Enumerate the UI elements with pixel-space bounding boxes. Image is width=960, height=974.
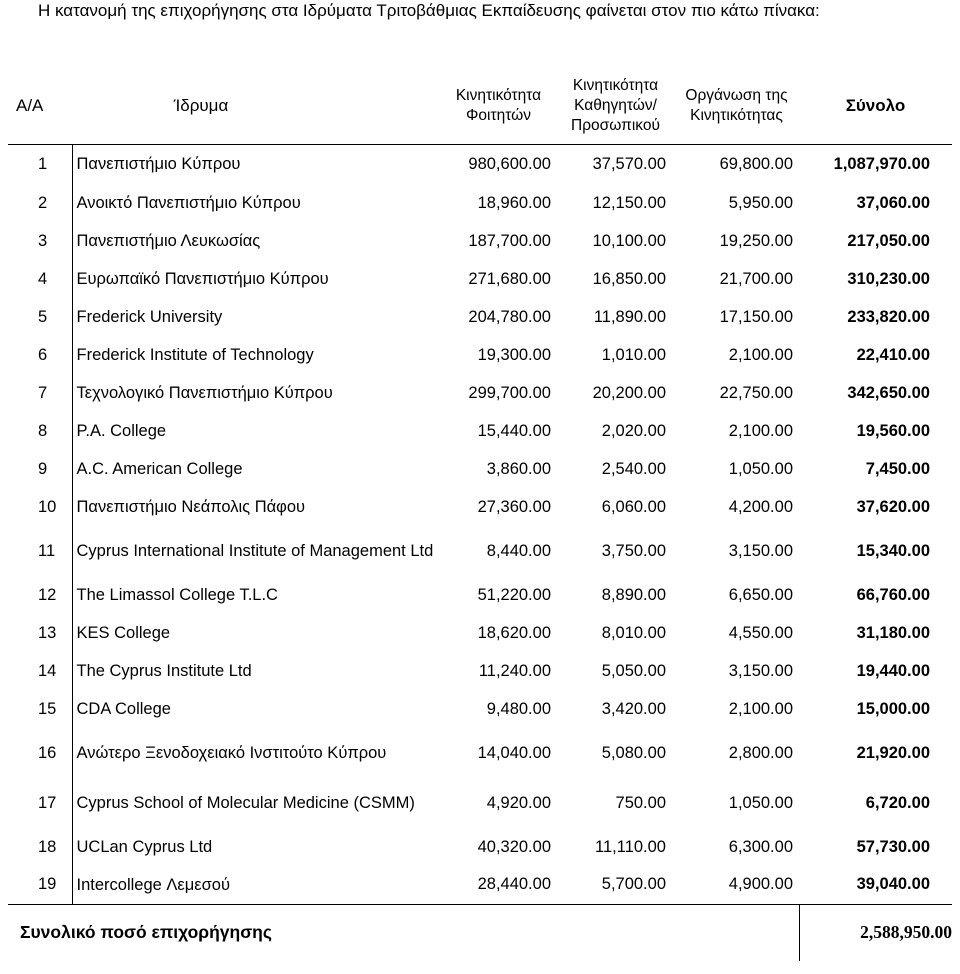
- row-total: 19,560.00: [856, 421, 930, 440]
- row-students: 15,440.00: [477, 421, 551, 440]
- row-organisation: 4,200.00: [728, 497, 793, 516]
- table-row: [8, 488, 952, 526]
- header-staff: Κινητικότητα Καθηγητών/ Προσωπικού: [557, 68, 674, 144]
- row-students: 9,480.00: [486, 699, 551, 718]
- table-row: [8, 690, 952, 728]
- row-institution: P.A. College: [72, 412, 440, 450]
- row-institution: The Cyprus Institute Ltd: [72, 652, 440, 690]
- row-number: 4: [38, 269, 48, 288]
- row-students: 204,780.00: [468, 307, 551, 326]
- row-students: 28,440.00: [477, 875, 551, 894]
- row-number: 19: [38, 875, 57, 894]
- row-staff: 16,850.00: [592, 269, 666, 288]
- row-students: 4,920.00: [486, 793, 551, 812]
- row-total: 66,760.00: [856, 585, 930, 604]
- row-number: 17: [38, 793, 57, 812]
- row-number: 10: [38, 497, 57, 516]
- row-organisation: 22,750.00: [719, 383, 793, 402]
- row-number: 8: [38, 421, 48, 440]
- row-number: 3: [38, 231, 48, 250]
- row-number: 11: [38, 541, 56, 560]
- row-total: 39,040.00: [856, 875, 930, 894]
- row-staff: 10,100.00: [592, 231, 666, 250]
- row-staff: 2,540.00: [601, 459, 666, 478]
- row-organisation: 2,100.00: [728, 699, 793, 718]
- row-total: 342,650.00: [847, 383, 930, 402]
- row-staff: 5,700.00: [601, 875, 666, 894]
- table-row: [8, 298, 952, 336]
- table-row: [8, 222, 952, 260]
- row-students: 40,320.00: [477, 837, 551, 856]
- row-students: 18,620.00: [477, 623, 551, 642]
- row-students: 19,300.00: [477, 345, 551, 364]
- row-organisation: 2,800.00: [728, 743, 793, 762]
- header-students: Κινητικότητα Φοιτητών: [440, 68, 557, 144]
- table-row: [8, 614, 952, 652]
- header-total: Σύνολο: [799, 68, 952, 144]
- row-institution: Intercollege Λεμεσού: [72, 866, 440, 904]
- row-students: 980,600.00: [468, 154, 551, 173]
- row-staff: 12,150.00: [592, 193, 666, 212]
- grants-table: [8, 68, 952, 961]
- row-institution: Cyprus International Institute of Management Ltd: [72, 526, 440, 576]
- row-total: 233,820.00: [847, 307, 930, 326]
- table-row: [8, 828, 952, 866]
- row-institution: CDA College: [72, 690, 440, 728]
- row-total: 22,410.00: [856, 345, 930, 364]
- row-organisation: 6,300.00: [728, 837, 793, 856]
- row-students: 299,700.00: [468, 383, 551, 402]
- table-row: [8, 866, 952, 904]
- row-institution: UCLan Cyprus Ltd: [72, 828, 440, 866]
- row-staff: 3,420.00: [601, 699, 666, 718]
- row-total: 6,720.00: [865, 793, 930, 812]
- row-staff: 3,750.00: [601, 541, 666, 560]
- row-total: 217,050.00: [847, 231, 930, 250]
- row-number: 2: [38, 193, 48, 212]
- table-row: [8, 374, 952, 412]
- table-row: [8, 450, 952, 488]
- header-institution: Ίδρυμα: [72, 68, 440, 144]
- row-number: 13: [38, 623, 57, 642]
- row-number: 12: [38, 585, 57, 604]
- row-staff: 1,010.00: [601, 345, 666, 364]
- row-number: 15: [38, 699, 57, 718]
- row-total: 15,000.00: [856, 699, 930, 718]
- row-total: 31,180.00: [856, 623, 930, 642]
- row-organisation: 4,900.00: [728, 875, 793, 894]
- table-row: [8, 576, 952, 614]
- row-staff: 8,010.00: [601, 623, 666, 642]
- row-staff: 5,050.00: [601, 661, 666, 680]
- row-students: 18,960.00: [477, 193, 551, 212]
- row-number: 9: [38, 459, 48, 478]
- row-organisation: 3,150.00: [728, 541, 793, 560]
- row-organisation: 1,050.00: [728, 459, 793, 478]
- header-no: Α/Α: [8, 68, 72, 144]
- row-organisation: 21,700.00: [719, 269, 793, 288]
- row-organisation: 6,650.00: [728, 585, 793, 604]
- row-total: 57,730.00: [856, 837, 930, 856]
- row-staff: 750.00: [615, 793, 666, 812]
- row-total: 310,230.00: [847, 269, 930, 288]
- table-row: [8, 778, 952, 828]
- row-staff: 11,890.00: [593, 307, 666, 326]
- row-total: 1,087,970.00: [833, 154, 930, 173]
- row-number: 18: [38, 837, 57, 856]
- row-organisation: 19,250.00: [719, 231, 793, 250]
- row-number: 7: [38, 383, 48, 402]
- row-organisation: 69,800.00: [719, 154, 793, 173]
- grand-total-row: [8, 904, 952, 961]
- row-institution: Frederick University: [72, 298, 440, 336]
- row-total: 7,450.00: [865, 459, 930, 478]
- row-students: 14,040.00: [477, 743, 551, 762]
- row-total: 37,620.00: [856, 497, 930, 516]
- row-total: 37,060.00: [856, 193, 930, 212]
- row-number: 1: [38, 154, 48, 173]
- table-header-row: [8, 68, 952, 144]
- intro-paragraph: Η κατανομή της επιχορήγησης στα Ιδρύματα Τριτοβάθμιας Εκπαίδευσης φαίνεται στον πιο κάτω πίνακα:: [38, 1, 820, 20]
- row-institution: Ανώτερο Ξενοδοχειακό Ινστιτούτο Κύπρου: [72, 728, 440, 778]
- row-organisation: 3,150.00: [728, 661, 793, 680]
- table-row: [8, 336, 952, 374]
- row-institution: Τεχνολογικό Πανεπιστήμιο Κύπρου: [72, 374, 440, 412]
- grand-total-label: Συνολικό ποσό επιχορήγησης: [8, 904, 799, 961]
- row-institution: Πανεπιστήμιο Νεάπολις Πάφου: [72, 488, 440, 526]
- row-total: 15,340.00: [856, 541, 930, 560]
- row-institution: Cyprus School of Molecular Medicine (CSMM): [72, 778, 440, 828]
- grand-total-value: 2,588,950.00: [799, 904, 952, 961]
- row-institution: Frederick Institute of Technology: [72, 336, 440, 374]
- row-students: 271,680.00: [468, 269, 551, 288]
- row-students: 187,700.00: [468, 231, 551, 250]
- row-students: 27,360.00: [477, 497, 551, 516]
- row-number: 14: [38, 661, 57, 680]
- row-institution: Πανεπιστήμιο Κύπρου: [72, 144, 440, 184]
- row-students: 11,240.00: [478, 661, 551, 680]
- row-students: 8,440.00: [486, 541, 551, 560]
- table-row: [8, 728, 952, 778]
- row-organisation: 5,950.00: [728, 193, 793, 212]
- table-row: [8, 652, 952, 690]
- row-organisation: 17,150.00: [719, 307, 793, 326]
- row-students: 51,220.00: [477, 585, 551, 604]
- row-number: 6: [38, 345, 48, 364]
- row-institution: KES College: [72, 614, 440, 652]
- row-organisation: 2,100.00: [728, 421, 793, 440]
- header-organisation: Οργάνωση της Κινητικότητας: [674, 68, 799, 144]
- row-organisation: 1,050.00: [728, 793, 793, 812]
- row-staff: 37,570.00: [592, 154, 666, 173]
- row-total: 21,920.00: [856, 743, 930, 762]
- table-row: [8, 144, 952, 184]
- row-total: 19,440.00: [856, 661, 930, 680]
- table-row: [8, 526, 952, 576]
- row-institution: Πανεπιστήμιο Λευκωσίας: [72, 222, 440, 260]
- row-students: 3,860.00: [486, 459, 551, 478]
- row-number: 16: [38, 743, 57, 762]
- row-organisation: 4,550.00: [728, 623, 793, 642]
- row-staff: 2,020.00: [601, 421, 666, 440]
- row-institution: A.C. American College: [72, 450, 440, 488]
- row-institution: Ευρωπαϊκό Πανεπιστήμιο Κύπρου: [72, 260, 440, 298]
- row-staff: 11,110.00: [595, 837, 666, 856]
- row-staff: 20,200.00: [592, 383, 666, 402]
- table-row: [8, 412, 952, 450]
- table-row: [8, 184, 952, 222]
- row-institution: Ανοικτό Πανεπιστήμιο Κύπρου: [72, 184, 440, 222]
- row-institution: The Limassol College T.L.C: [72, 576, 440, 614]
- row-staff: 6,060.00: [601, 497, 666, 516]
- row-organisation: 2,100.00: [728, 345, 793, 364]
- table-row: [8, 260, 952, 298]
- row-number: 5: [38, 307, 48, 326]
- row-staff: 8,890.00: [601, 585, 666, 604]
- row-staff: 5,080.00: [601, 743, 666, 762]
